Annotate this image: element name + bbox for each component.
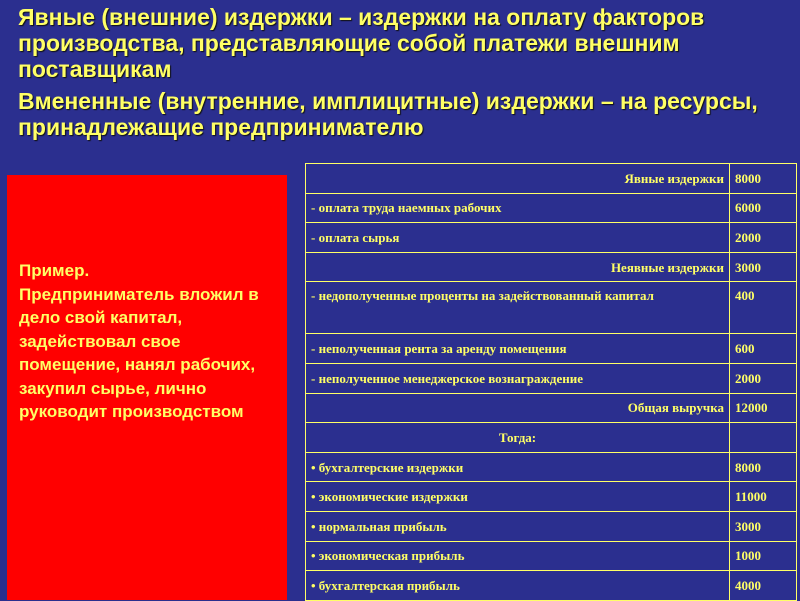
row-value: 4000 <box>730 571 797 601</box>
table-row <box>306 482 797 512</box>
row-value: 1000 <box>730 541 797 571</box>
row-label: - неполученная рента за аренду помещения <box>306 334 730 364</box>
table-row <box>306 252 797 282</box>
row-label: • нормальная прибыль <box>306 511 730 541</box>
costs-table <box>305 163 797 601</box>
row-label: - оплата сырья <box>306 223 730 253</box>
row-value: 600 <box>730 334 797 364</box>
row-label: Общая выручка <box>306 393 730 423</box>
row-label: - недополученные проценты на задействованный капитал <box>306 282 730 334</box>
table-row <box>306 571 797 601</box>
example-box: Пример. Предприниматель вложил в дело свой капитал, задействовал свое помещение, нанял рабочих, закупил сырье, лично руководит производством <box>7 175 287 600</box>
row-value: 3000 <box>730 252 797 282</box>
row-value: 6000 <box>730 193 797 223</box>
row-value: 8000 <box>730 452 797 482</box>
row-label: - неполученное менеджерское вознаграждение <box>306 363 730 393</box>
table-row <box>306 423 797 453</box>
row-value: 8000 <box>730 164 797 194</box>
heading-explicit-costs: Явные (внешние) издержки – издержки на оплату факторов производства, представляющие собой платежи внешним поставщикам <box>18 4 705 82</box>
table-row <box>306 223 797 253</box>
row-value: 12000 <box>730 393 797 423</box>
table-row <box>306 282 797 334</box>
table-row <box>306 511 797 541</box>
slide-heading <box>18 4 788 140</box>
row-label: Неявные издержки <box>306 252 730 282</box>
table-row <box>306 164 797 194</box>
row-label: • экономическая прибыль <box>306 541 730 571</box>
table-row <box>306 393 797 423</box>
row-value: 2000 <box>730 363 797 393</box>
table-row <box>306 452 797 482</box>
table-row <box>306 541 797 571</box>
row-value: 11000 <box>730 482 797 512</box>
row-value: 3000 <box>730 511 797 541</box>
table-row <box>306 193 797 223</box>
table-row <box>306 363 797 393</box>
row-label: - оплата труда наемных рабочих <box>306 193 730 223</box>
heading-implicit-costs: Вмененные (внутренние, имплицитные) издержки – на ресурсы, принадлежащие предпринимателю <box>18 88 758 140</box>
row-label: • бухгалтерские издержки <box>306 452 730 482</box>
row-value: 2000 <box>730 223 797 253</box>
row-label: Явные издержки <box>306 164 730 194</box>
row-value <box>730 423 797 453</box>
row-label: • бухгалтерская прибыль <box>306 571 730 601</box>
row-label: • экономические издержки <box>306 482 730 512</box>
table-row <box>306 334 797 364</box>
row-label: Тогда: <box>306 423 730 453</box>
row-value: 400 <box>730 282 797 334</box>
